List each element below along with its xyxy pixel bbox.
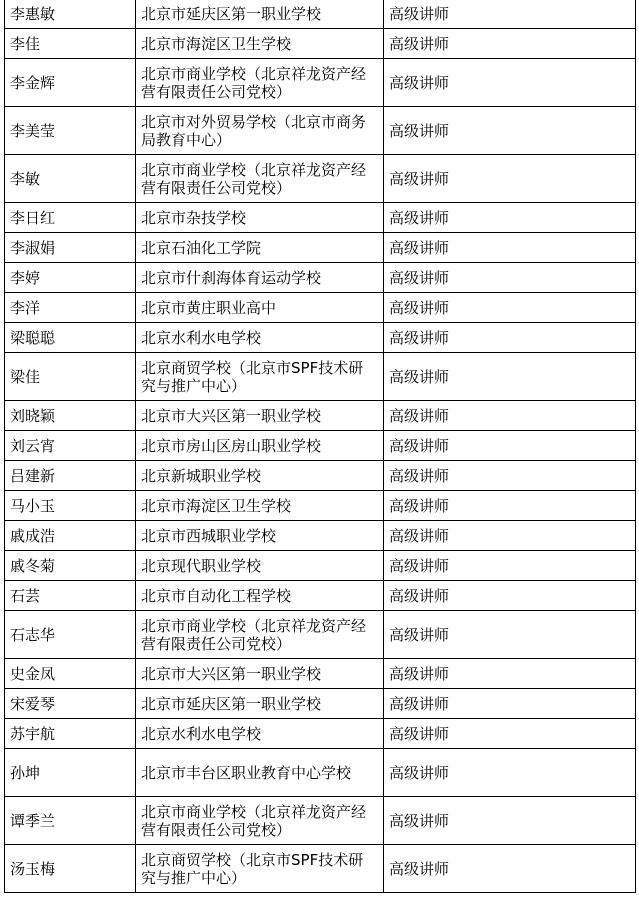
name-cell: 吕建新: [5, 461, 136, 491]
school-cell: 北京水利水电学校: [136, 323, 384, 353]
name-cell: 孙坤: [5, 749, 136, 797]
school-cell: 北京市西城职业学校: [136, 521, 384, 551]
school-cell: 北京市丰台区职业教育中心学校: [136, 749, 384, 797]
table-row: [5, 749, 636, 797]
table-row: [5, 491, 636, 521]
teacher-table: [4, 0, 636, 893]
name-cell: 刘云宵: [5, 431, 136, 461]
name-cell: 汤玉梅: [5, 845, 136, 893]
title-cell: 高级讲师: [384, 293, 636, 323]
school-cell: 北京市大兴区第一职业学校: [136, 659, 384, 689]
school-cell: 北京水利水电学校: [136, 719, 384, 749]
title-cell: 高级讲师: [384, 107, 636, 155]
table-row: [5, 29, 636, 59]
title-cell: 高级讲师: [384, 203, 636, 233]
school-cell: 北京新城职业学校: [136, 461, 384, 491]
title-cell: 高级讲师: [384, 431, 636, 461]
name-cell: 李佳: [5, 29, 136, 59]
table-row: [5, 0, 636, 29]
name-cell: 石志华: [5, 611, 136, 659]
title-cell: 高级讲师: [384, 401, 636, 431]
name-cell: 谭季兰: [5, 797, 136, 845]
table-row: [5, 323, 636, 353]
name-cell: 李金辉: [5, 59, 136, 107]
name-cell: 李婷: [5, 263, 136, 293]
name-cell: 刘晓颖: [5, 401, 136, 431]
table-row: [5, 581, 636, 611]
name-cell: 石芸: [5, 581, 136, 611]
school-cell: 北京市黄庄职业高中: [136, 293, 384, 323]
school-cell: 北京市大兴区第一职业学校: [136, 401, 384, 431]
title-cell: 高级讲师: [384, 659, 636, 689]
table-row: [5, 203, 636, 233]
name-cell: 李日红: [5, 203, 136, 233]
title-cell: 高级讲师: [384, 845, 636, 893]
school-cell: 北京市延庆区第一职业学校: [136, 689, 384, 719]
school-cell: 北京市商业学校（北京祥龙资产经营有限责任公司党校）: [136, 797, 384, 845]
name-cell: 梁佳: [5, 353, 136, 401]
school-cell: 北京市自动化工程学校: [136, 581, 384, 611]
title-cell: 高级讲师: [384, 461, 636, 491]
table-row: [5, 59, 636, 107]
table-row: [5, 293, 636, 323]
title-cell: 高级讲师: [384, 323, 636, 353]
school-cell: 北京市延庆区第一职业学校: [136, 0, 384, 29]
table-row: [5, 263, 636, 293]
school-cell: 北京现代职业学校: [136, 551, 384, 581]
table-row: [5, 233, 636, 263]
school-cell: 北京商贸学校（北京市SPF技术研究与推广中心）: [136, 845, 384, 893]
school-cell: 北京市商业学校（北京祥龙资产经营有限责任公司党校）: [136, 155, 384, 203]
table-row: [5, 401, 636, 431]
table-row: [5, 659, 636, 689]
title-cell: 高级讲师: [384, 551, 636, 581]
table-row: [5, 845, 636, 893]
table-row: [5, 461, 636, 491]
title-cell: 高级讲师: [384, 521, 636, 551]
school-cell: 北京市海淀区卫生学校: [136, 29, 384, 59]
school-cell: 北京市什刹海体育运动学校: [136, 263, 384, 293]
name-cell: 李敏: [5, 155, 136, 203]
name-cell: 李惠敏: [5, 0, 136, 29]
title-cell: 高级讲师: [384, 611, 636, 659]
table-row: [5, 797, 636, 845]
name-cell: 梁聪聪: [5, 323, 136, 353]
teacher-table-body: [5, 0, 636, 893]
title-cell: 高级讲师: [384, 491, 636, 521]
name-cell: 宋爱琴: [5, 689, 136, 719]
table-row: [5, 353, 636, 401]
table-row: [5, 689, 636, 719]
table-row: [5, 611, 636, 659]
title-cell: 高级讲师: [384, 155, 636, 203]
title-cell: 高级讲师: [384, 353, 636, 401]
title-cell: 高级讲师: [384, 0, 636, 29]
name-cell: 李洋: [5, 293, 136, 323]
table-row: [5, 431, 636, 461]
name-cell: 马小玉: [5, 491, 136, 521]
name-cell: 史金凤: [5, 659, 136, 689]
school-cell: 北京市商业学校（北京祥龙资产经营有限责任公司党校）: [136, 611, 384, 659]
title-cell: 高级讲师: [384, 749, 636, 797]
title-cell: 高级讲师: [384, 689, 636, 719]
name-cell: 戚成浩: [5, 521, 136, 551]
school-cell: 北京市杂技学校: [136, 203, 384, 233]
title-cell: 高级讲师: [384, 29, 636, 59]
school-cell: 北京市海淀区卫生学校: [136, 491, 384, 521]
table-row: [5, 107, 636, 155]
title-cell: 高级讲师: [384, 59, 636, 107]
name-cell: 李美莹: [5, 107, 136, 155]
school-cell: 北京市房山区房山职业学校: [136, 431, 384, 461]
name-cell: 苏宇航: [5, 719, 136, 749]
school-cell: 北京石油化工学院: [136, 233, 384, 263]
title-cell: 高级讲师: [384, 263, 636, 293]
title-cell: 高级讲师: [384, 719, 636, 749]
title-cell: 高级讲师: [384, 797, 636, 845]
title-cell: 高级讲师: [384, 233, 636, 263]
table-row: [5, 521, 636, 551]
school-cell: 北京商贸学校（北京市SPF技术研究与推广中心）: [136, 353, 384, 401]
title-cell: 高级讲师: [384, 581, 636, 611]
name-cell: 李淑娟: [5, 233, 136, 263]
school-cell: 北京市对外贸易学校（北京市商务局教育中心）: [136, 107, 384, 155]
school-cell: 北京市商业学校（北京祥龙资产经营有限责任公司党校）: [136, 59, 384, 107]
table-row: [5, 155, 636, 203]
table-row: [5, 551, 636, 581]
name-cell: 戚冬菊: [5, 551, 136, 581]
table-row: [5, 719, 636, 749]
